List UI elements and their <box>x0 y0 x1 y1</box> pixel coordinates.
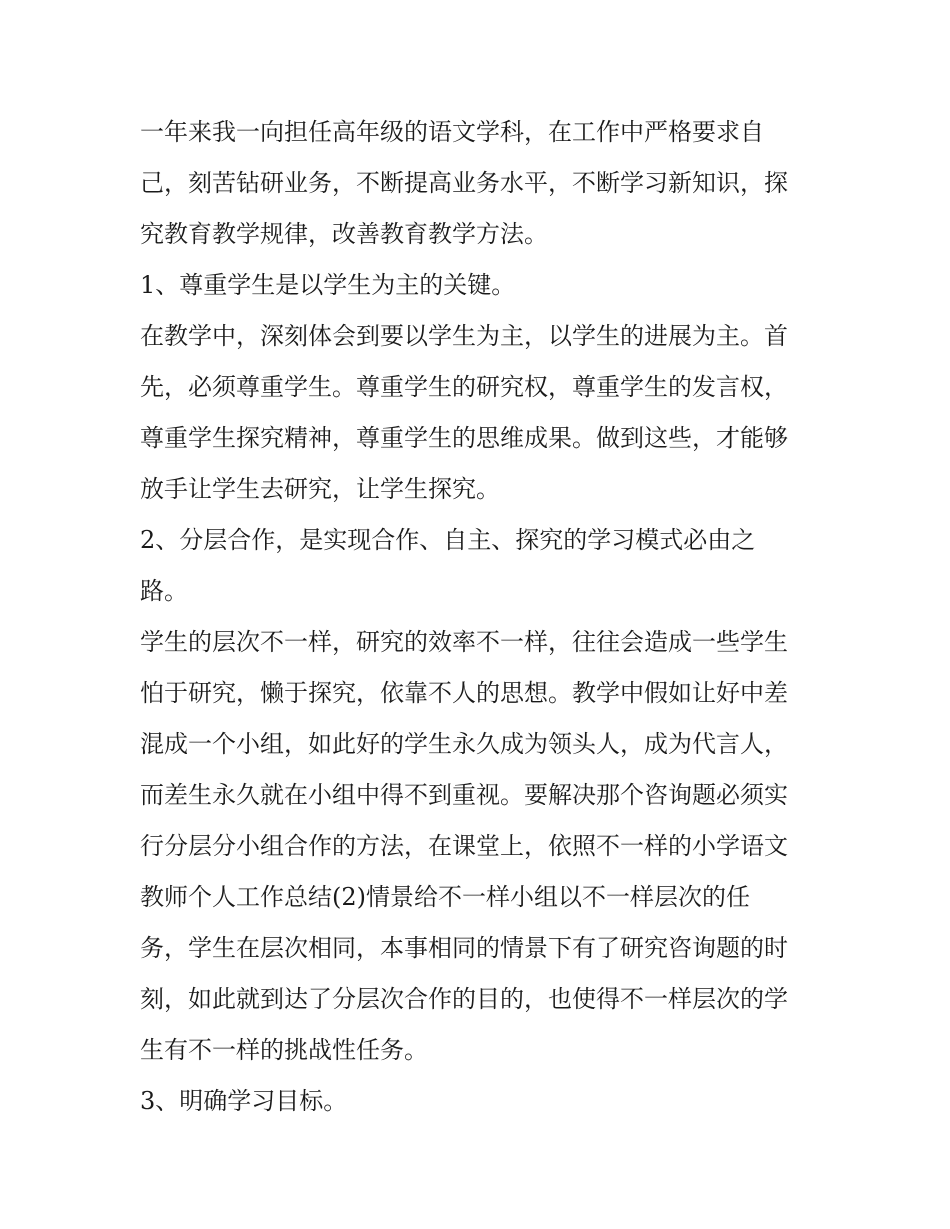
text-line: 教师个人工作总结(2)情景给不一样小组以不一样层次的任 <box>140 883 750 911</box>
text-line: 怕于研究，懒于探究，依靠不人的思想。教学中假如让好中差 <box>140 679 788 707</box>
text-line: 行分层分小组合作的方法，在课堂上，依照不一样的小学语文 <box>140 832 788 860</box>
text-line: 混成一个小组，如此好的学生永久成为领头人，成为代言人， <box>140 730 788 758</box>
section-heading-2-continued: 路。 <box>140 577 188 605</box>
text-line: 究教育教学规律，改善教育教学方法。 <box>140 220 548 248</box>
section-heading-1: 1、尊重学生是以学生为主的关键。 <box>140 271 516 299</box>
section-heading-2: 2、分层合作，是实现合作、自主、探究的学习模式必由之 <box>140 526 756 554</box>
text-line: 先，必须尊重学生。尊重学生的研究权，尊重学生的发言权， <box>140 373 788 401</box>
text-line: 尊重学生探究精神，尊重学生的思维成果。做到这些，才能够 <box>140 424 788 452</box>
text-line: 而差生永久就在小组中得不到重视。要解决那个咨询题必须实 <box>140 781 788 809</box>
text-line: 学生的层次不一样，研究的效率不一样，往往会造成一些学生 <box>140 628 788 656</box>
document-body <box>140 107 820 1127</box>
text-line: 一年来我一向担任高年级的语文学科，在工作中严格要求自 <box>140 118 764 146</box>
text-line: 务，学生在层次相同，本事相同的情景下有了研究咨询题的时 <box>140 934 788 962</box>
text-line: 放手让学生去研究，让学生探究。 <box>140 475 500 503</box>
text-line: 己，刻苦钻研业务，不断提高业务水平，不断学习新知识，探 <box>140 169 788 197</box>
text-line: 生有不一样的挑战性任务。 <box>140 1036 428 1064</box>
text-line: 在教学中，深刻体会到要以学生为主，以学生的进展为主。首 <box>140 322 788 350</box>
section-heading-3: 3、明确学习目标。 <box>140 1087 348 1115</box>
text-line: 刻，如此就到达了分层次合作的目的，也使得不一样层次的学 <box>140 985 788 1013</box>
